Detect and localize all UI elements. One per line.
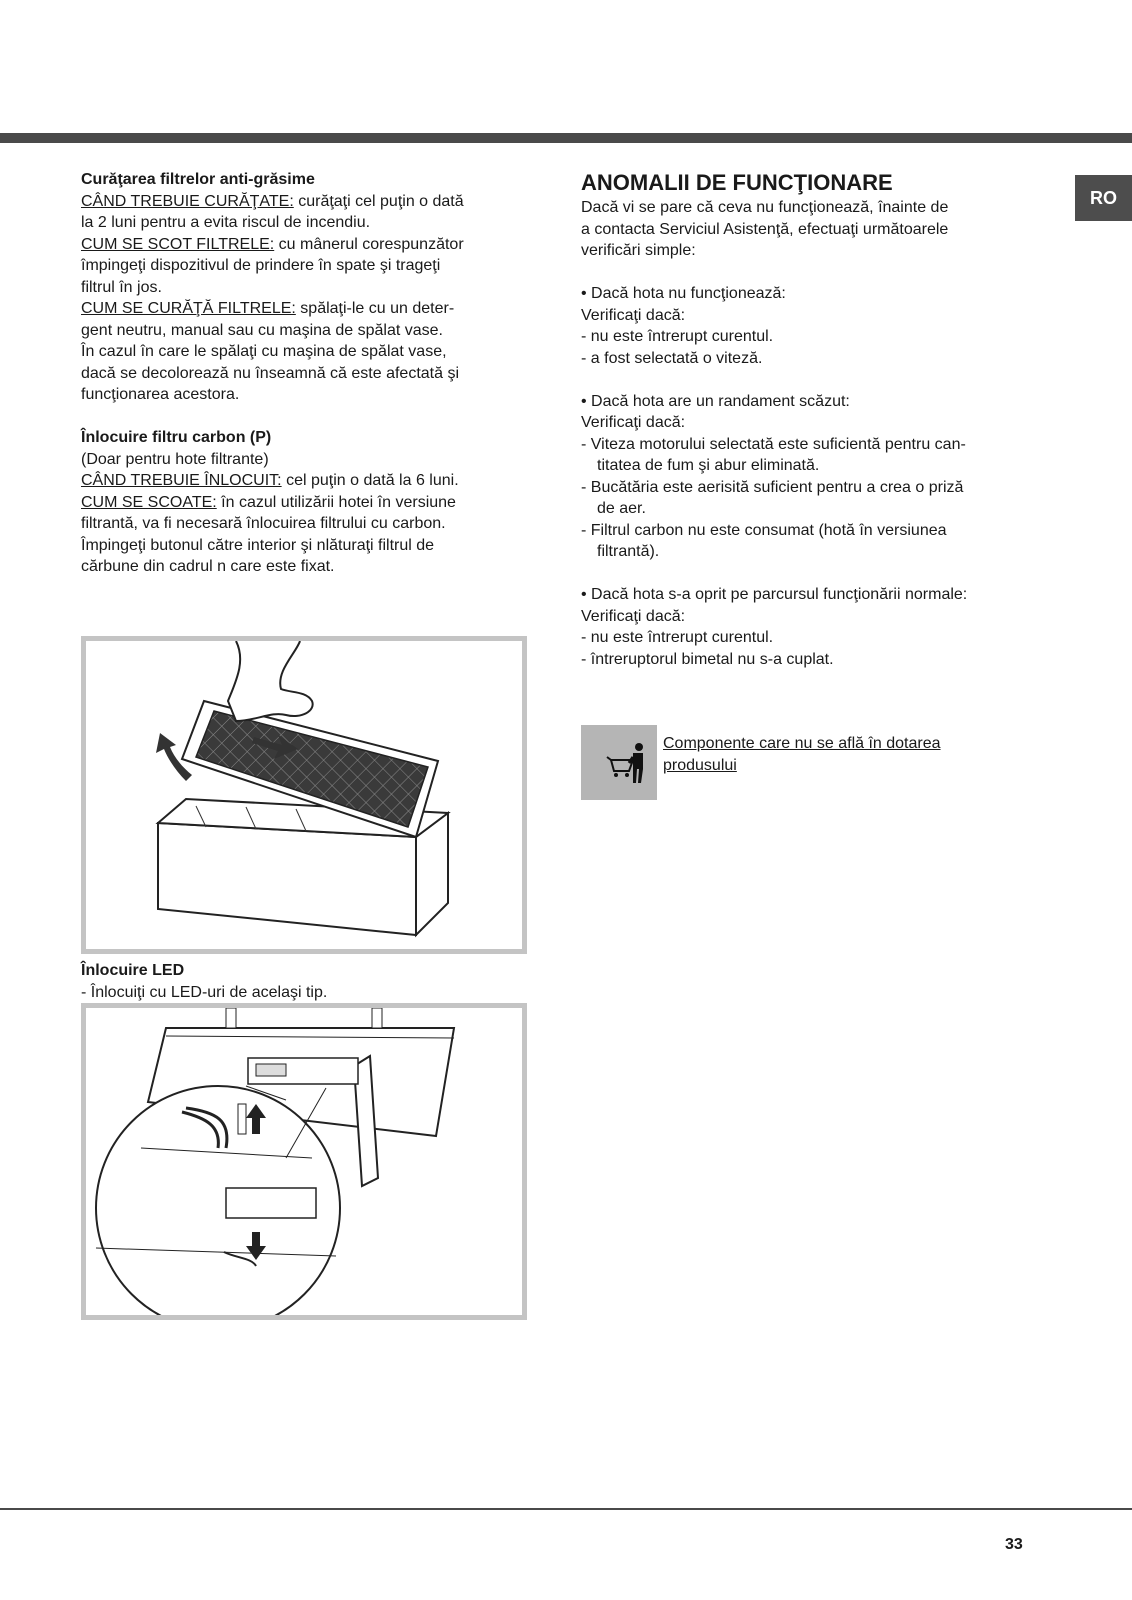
section-title-led: Înlocuire LED (81, 962, 185, 979)
check-item: - întreruptorul bimetal nu s-a cuplat. (581, 650, 834, 668)
shopping-cart-person-icon (581, 725, 657, 800)
line-text: filtrantă, va fi necesară înlocuirea filtrului cu carbon. (81, 515, 446, 532)
underlined-label: CÂND TREBUIE ÎNLOCUIT: (81, 472, 282, 489)
text-line (81, 255, 521, 277)
check-item-continuation: titatea de fum şi abur eliminată. (597, 457, 820, 474)
check-label: Verificaţi dacă: (581, 306, 686, 324)
line-text: Împingeţi butonul către interior şi nlăturaţi filtrul de (81, 536, 435, 554)
text-line (81, 492, 521, 514)
line-text: funcţionarea acestora. (81, 386, 240, 403)
check-label: Verificaţi dacă: (581, 414, 686, 431)
text-line (81, 363, 521, 385)
bottom-rule (0, 1508, 1132, 1510)
check-label: Verificaţi dacă: (581, 607, 686, 625)
led-section (81, 960, 327, 1003)
check-group (581, 584, 1031, 670)
line-text: filtrul în jos. (81, 278, 162, 296)
troubleshooting-checks (581, 283, 1031, 670)
intro-line: a contacta Serviciul Asistenţă, efectuaţi următoarele (581, 220, 949, 238)
troubleshooting-title: ANOMALII DE FUNCŢIONARE (581, 170, 893, 195)
text-line (81, 535, 521, 557)
underlined-label: CUM SE SCOT FILTRELE: (81, 235, 275, 253)
line-text: spălaţi-le cu un deter- (295, 300, 455, 317)
check-item-continuation: de aer. (597, 500, 646, 517)
underlined-label: CUM SE CURĂŢĂ FILTRELE: (81, 300, 296, 317)
line-text: dacă se decolorează nu înseamnă că este afectată şi (81, 364, 460, 382)
check-item: - a fost selectată o viteză. (581, 349, 763, 367)
section-title-carbon-filter: Înlocuire filtru carbon (P) (81, 429, 272, 446)
intro-line: verificări simple: (581, 242, 696, 259)
check-item: - Filtrul carbon nu este consumat (hotă în versiunea (581, 521, 947, 539)
text-line (81, 556, 521, 578)
line-text: gent neutru, manual sau cu maşina de spălat vase. (81, 321, 443, 339)
intro-line: Dacă vi se pare că ceva nu funcţionează, înainte de (581, 199, 949, 216)
underlined-label: CUM SE SCOATE: (81, 493, 217, 511)
line-text: cărbune din cadrul n care este fixat. (81, 558, 335, 575)
optional-components-note: Componente care nu se află în dotarea produsului (663, 735, 941, 774)
check-group-heading: • Dacă hota nu funcţionează: (581, 285, 786, 302)
text-line (81, 449, 521, 471)
language-tab: RO (1075, 175, 1132, 221)
line-text: În cazul în care le spălaţi cu maşina de spălat vase, (81, 343, 447, 360)
text-line (81, 191, 521, 213)
line-text: la 2 luni pentru a evita riscul de incendiu. (81, 214, 371, 231)
filter-removal-illustration (81, 636, 527, 954)
left-column (81, 169, 521, 578)
text-line (81, 298, 521, 320)
top-rule (0, 133, 1132, 143)
troubleshooting-intro (581, 197, 1031, 262)
underlined-label: CÂND TREBUIE CURĂŢATE: (81, 192, 294, 210)
line-text: (Doar pentru hote filtrante) (81, 450, 269, 468)
line-text: curăţaţi cel puţin o dată (293, 192, 464, 210)
check-group-heading: • Dacă hota s-a oprit pe parcursul funcţionării normale: (581, 586, 968, 603)
line-text: cu mânerul corespunzător (274, 235, 464, 253)
text-line (81, 320, 521, 342)
line-text: în cazul utilizării hotei în versiune (216, 493, 456, 511)
check-item: - nu este întrerupt curentul. (581, 328, 774, 345)
section-title-grease-filters: Curăţarea filtrelor anti-grăsime (81, 171, 315, 188)
line-text: cel puţin o dată la 6 luni. (281, 472, 459, 489)
check-item: - nu este întrerupt curentul. (581, 629, 774, 646)
check-item-continuation: filtrantă). (597, 543, 660, 560)
text-line (81, 212, 521, 234)
check-group (581, 391, 1031, 563)
text-line (81, 277, 521, 299)
led-instruction: - Înlocuiţi cu LED-uri de acelaşi tip. (81, 983, 328, 1001)
led-replacement-illustration (81, 1003, 527, 1320)
text-line (81, 341, 521, 363)
check-item: - Viteza motorului selectată este suficientă pentru can- (581, 435, 966, 453)
check-item: - Bucătăria este aerisită suficient pentru a crea o priză (581, 478, 964, 496)
line-text: împingeţi dispozitivul de prindere în spate şi trageţi (81, 257, 441, 274)
carbon-filter-text (81, 449, 521, 578)
text-line (81, 384, 521, 406)
grease-filters-text (81, 191, 521, 406)
text-line (81, 470, 521, 492)
right-column (581, 169, 1031, 670)
page-number: 33 (1005, 1536, 1023, 1553)
check-group (581, 283, 1031, 369)
text-line (81, 513, 521, 535)
check-group-heading: • Dacă hota are un randament scăzut: (581, 392, 850, 410)
text-line (81, 234, 521, 256)
